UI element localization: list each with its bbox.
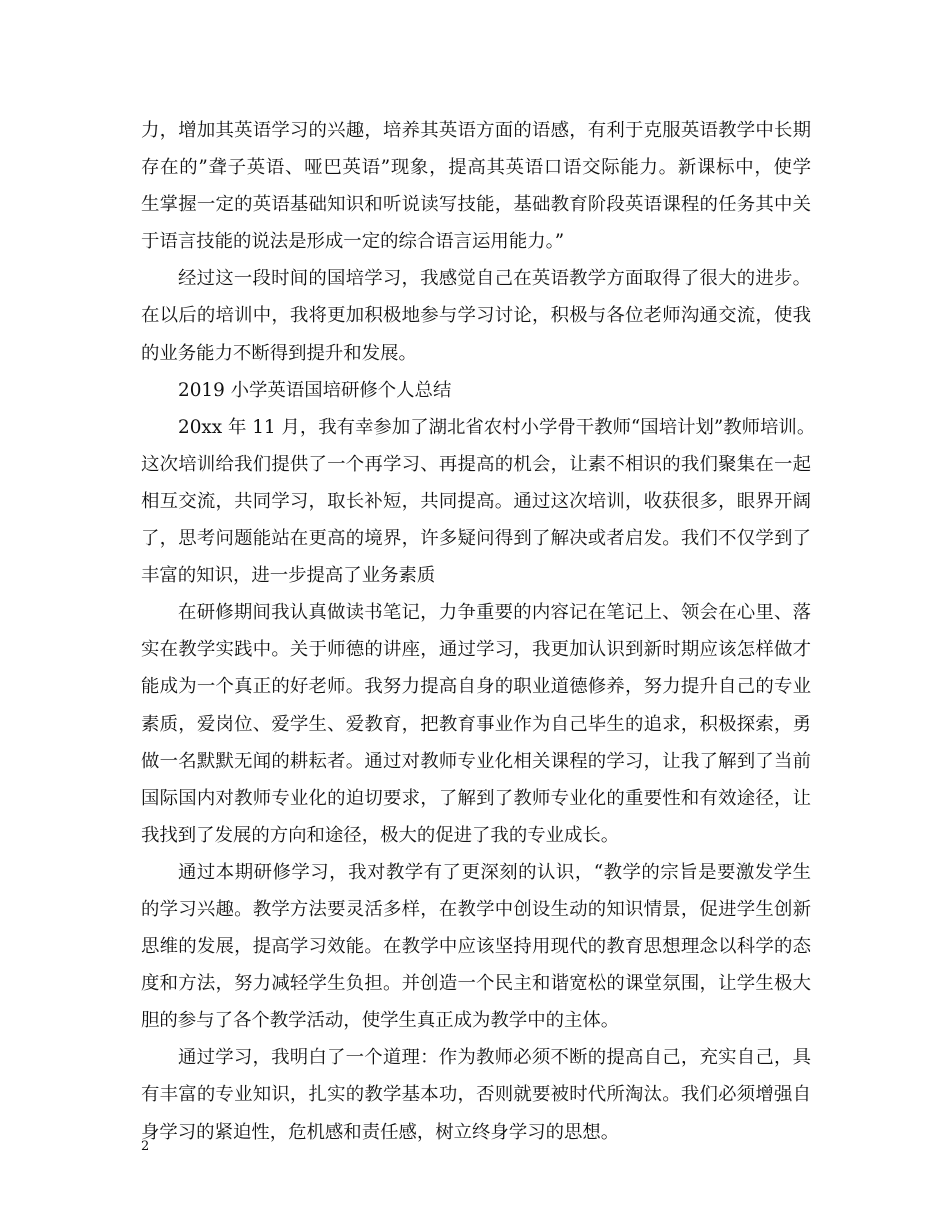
text-line: 通过学习，我明白了一个道理：作为教师必须不断的提高自己，充实自己，具 [178,1047,811,1069]
text-line: 存在的”聋子英语、哑巴英语”现象，提高其英语口语交际能力。新课标中，使学 [141,157,811,179]
text-line: 能成为一个真正的好老师。我努力提高自身的职业道德修养，努力提升自己的专业 [141,676,811,698]
body-text [141,112,816,1151]
text-line: 我找到了发展的方向和途径，极大的促进了我的专业成长。 [141,824,620,846]
text-line: 素质，爱岗位、爱学生、爱教育，把教育事业作为自己毕生的追求，积极探索，勇 [141,713,811,735]
text-line: 相互交流，共同学习，取长补短，共同提高。通过这次培训，收获很多，眼界开阔 [141,490,811,512]
text-line: 在以后的培训中，我将更加积极地参与学习讨论，积极与各位老师沟通交流，使我 [141,305,811,327]
text-line: 在研修期间我认真做读书笔记，力争重要的内容记在笔记上、领会在心里、落 [178,602,811,624]
text-line: 这次培训给我们提供了一个再学习、再提高的机会，让素不相识的我们聚集在一起 [141,453,811,475]
text-line: 实在教学实践中。关于师德的讲座，通过学习，我更加认识到新时期应该怎样做才 [141,639,811,661]
page-number: 2 [141,1139,150,1154]
text-line: 了，思考问题能站在更高的境界，许多疑问得到了解决或者启发。我们不仅学到了 [141,528,811,550]
text-line: 生掌握一定的英语基础知识和听说读写技能，基础教育阶段英语课程的任务其中关 [141,194,811,216]
text-line: 丰富的知识，进一步提高了业务素质 [141,565,436,587]
text-line: 于语言技能的说法是形成一定的综合语言运用能力。” [141,231,565,253]
text-line: 的学习兴趣。教学方法要灵活多样，在教学中创设生动的知识情景，促进学生创新 [141,898,811,920]
text-line: 身学习的紧迫性，危机感和责任感，树立终身学习的思想。 [141,1121,620,1143]
text-line: 经过这一段时间的国培学习，我感觉自己在英语教学方面取得了很大的进步。 [178,268,811,290]
text-line: 的业务能力不断得到提升和发展。 [141,342,417,364]
text-line: 国际国内对教师专业化的迫切要求，了解到了教师专业化的重要性和有效途径，让 [141,787,811,809]
text-line: 胆的参与了各个教学活动，使学生真正成为教学中的主体。 [141,1010,620,1032]
text-line: 2019 小学英语国培研修个人总结 [178,379,452,401]
text-line: 思维的发展，提高学习效能。在教学中应该坚持用现代的教育思想理念以科学的态 [141,936,811,958]
text-line: 通过本期研修学习，我对教学有了更深刻的认识，“教学的宗旨是要激发学生 [178,861,811,883]
text-line: 力，增加其英语学习的兴趣，培养其英语方面的语感，有利于克服英语教学中长期 [141,120,811,141]
text-line: 做一名默默无闻的耕耘者。通过对教师专业化相关课程的学习，让我了解到了当前 [141,750,811,772]
text-line: 有丰富的专业知识，扎实的教学基本功，否则就要被时代所淘汰。我们必须增强自 [141,1084,811,1106]
text-line: 20xx 年 11 月，我有幸参加了湖北省农村小学骨干教师“国培计划”教师培训。 [178,416,816,438]
text-line: 度和方法，努力减轻学生负担。并创造一个民主和谐宽松的课堂氛围，让学生极大 [141,973,811,995]
